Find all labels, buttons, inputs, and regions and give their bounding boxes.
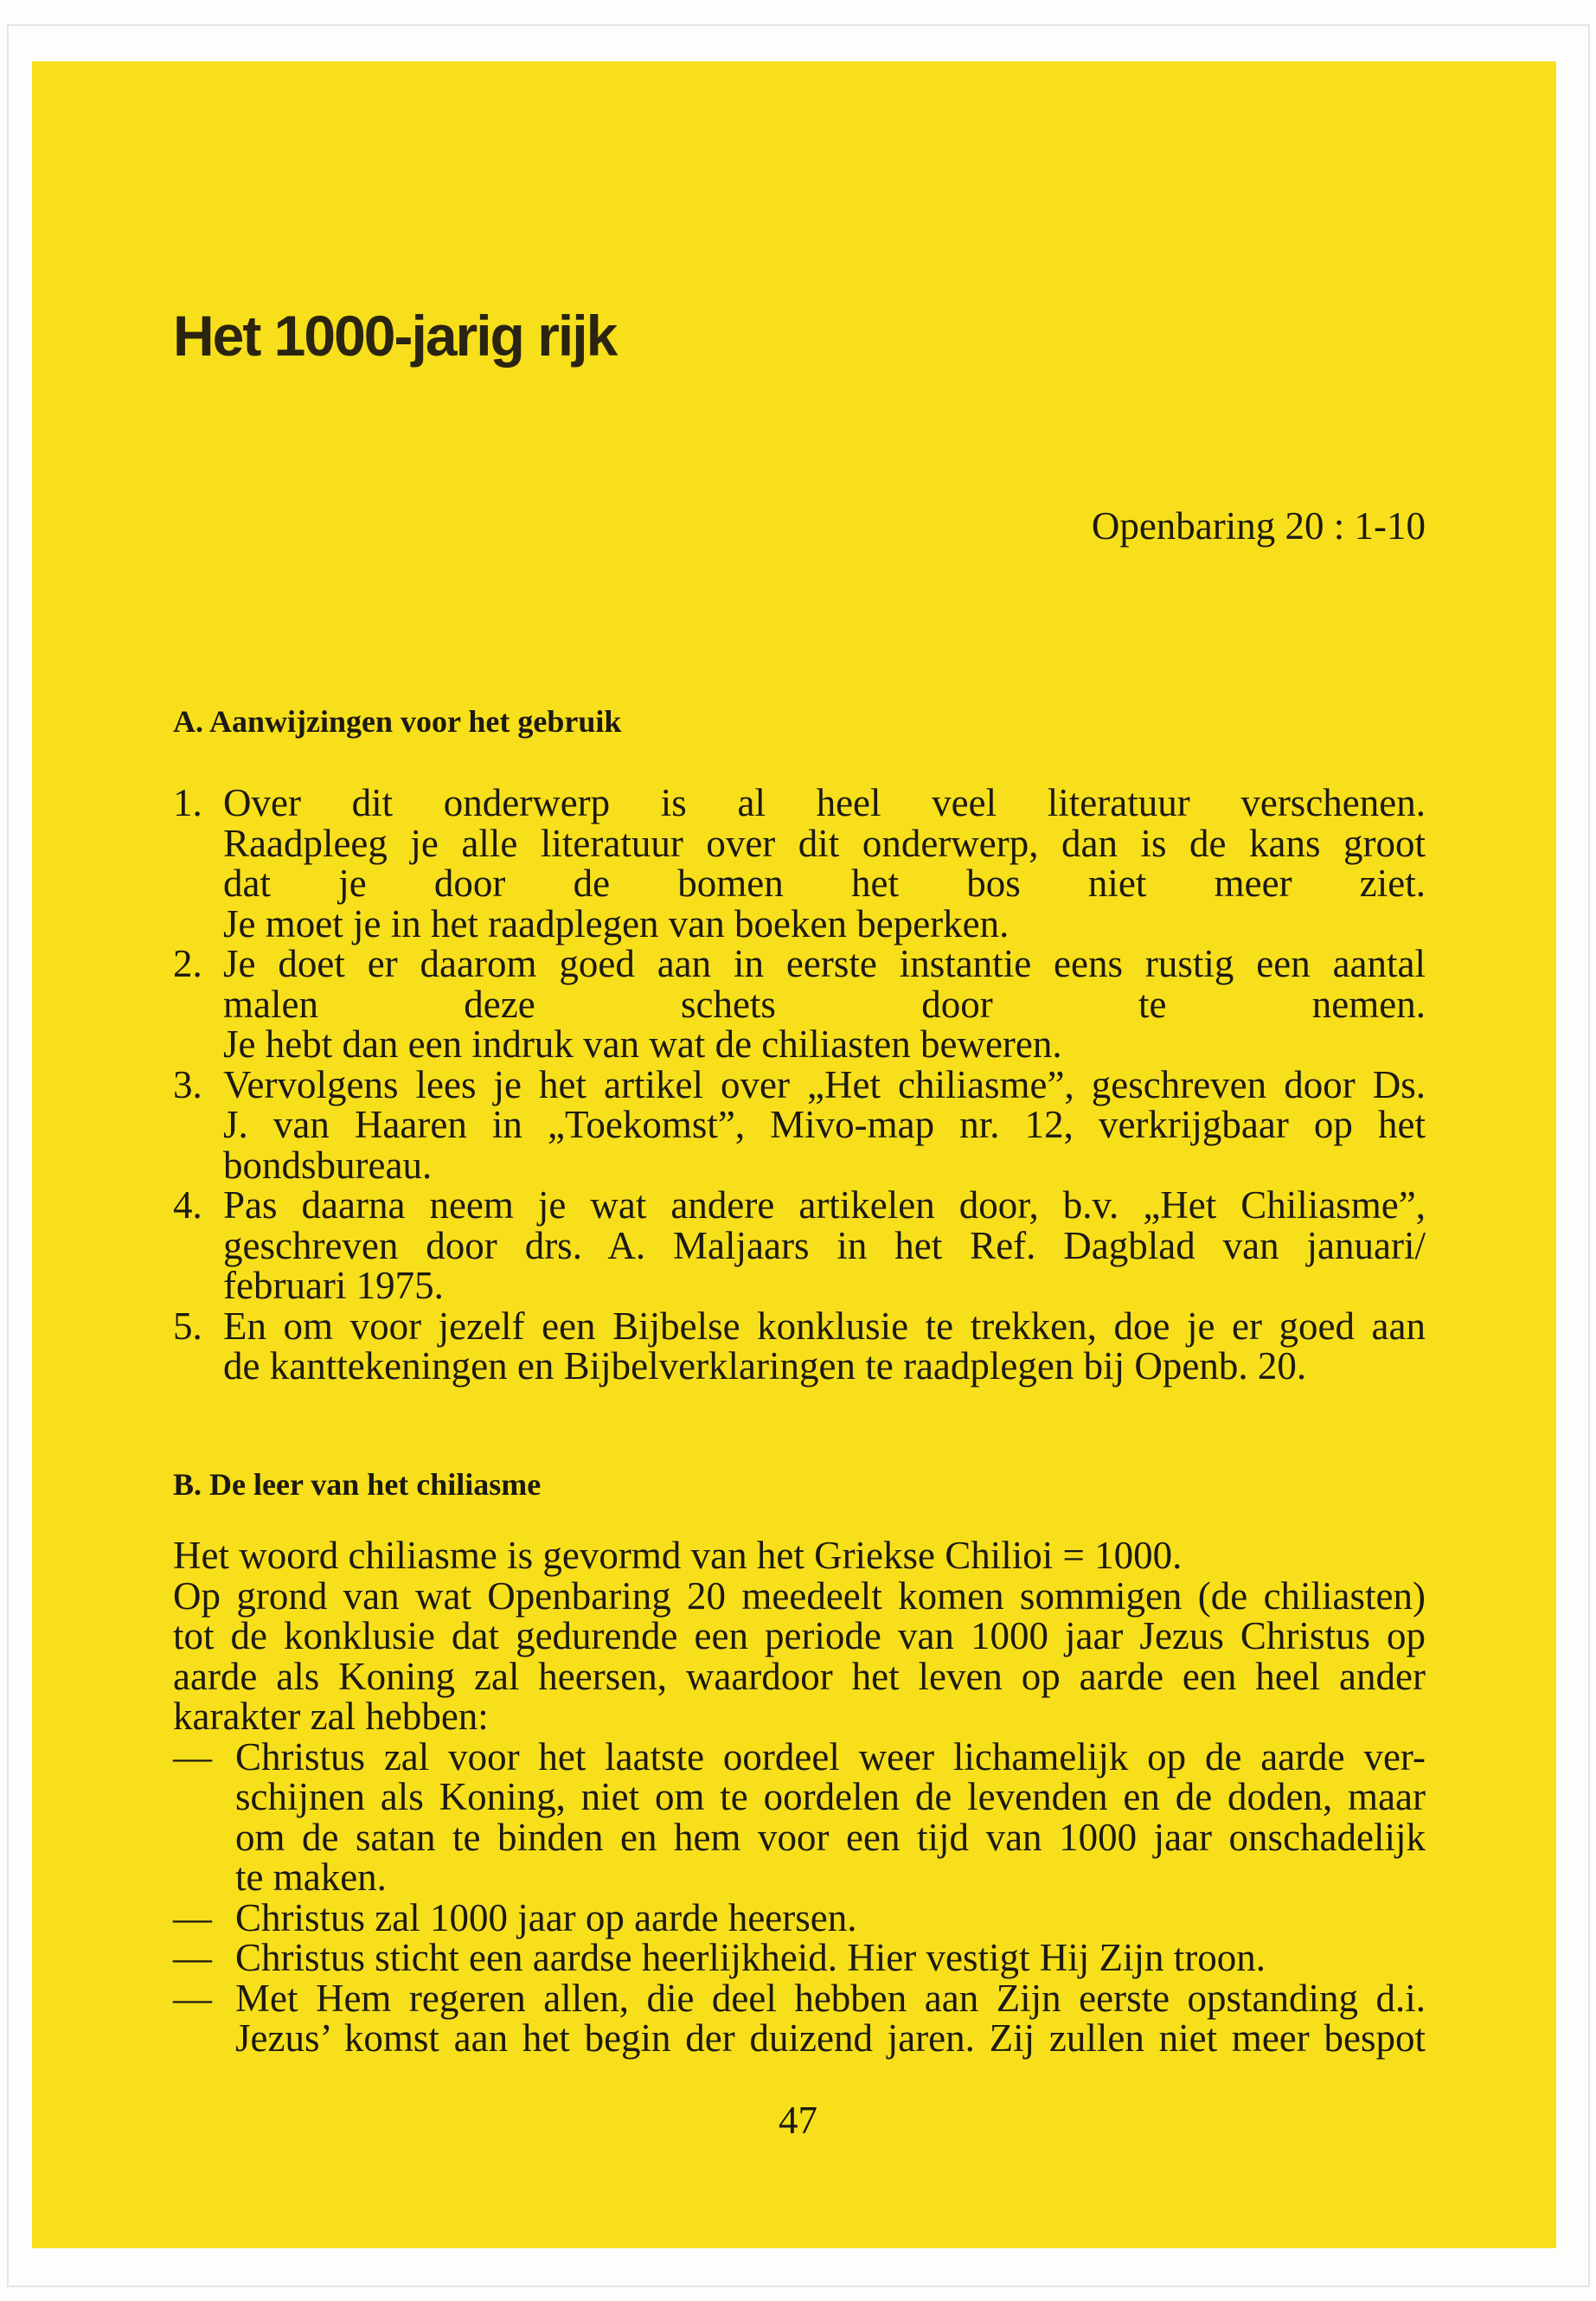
list-marker: 1. [173,781,202,824]
list-marker: 5. [173,1304,202,1348]
text-line: om de satan te binden en hem voor een tijd van 1000 jaar onschadelijk [235,1815,1426,1859]
list-item [173,1306,1426,1387]
list-item [173,783,1426,944]
page-number: 47 [779,2099,817,2142]
text-line: Christus sticht een aardse heerlijkheid. Hier vestigt Hij Zijn troon. [235,1936,1266,1979]
list-item [173,1062,1426,1187]
list-item [173,1895,1426,1939]
list-marker: — [173,1895,212,1939]
text-line: schijnen als Koning, niet om te oordelen de levenden en de doden, maar [235,1775,1426,1818]
text-line: Christus zal 1000 jaar op aarde heersen. [235,1895,857,1939]
text-line: Raadpleeg je alle literatuur over dit onderwerp, dan is de kans groot [223,821,1426,865]
text-line: aarde als Koning zal heersen, waardoor het leven op aarde een heel ander [173,1654,1426,1698]
text-line: Je moet je in het raadplegen van boeken beperken. [223,901,1010,945]
list-item [173,1734,1426,1899]
bible-reference: Openbaring 20 : 1-10 [1091,504,1426,548]
section-a-list [173,783,1426,1387]
section-a-heading: A. Aanwijzingen voor het gebruik [173,704,622,739]
text-line: malen deze schets door te nemen. [223,982,1426,1026]
text-line: Je hebt dan een indruk van wat de chiliasten beweren. [223,1022,1062,1066]
text-line: tot de konklusie dat gedurende een periode van 1000 jaar Jezus Christus op [173,1614,1426,1657]
page-title: Het 1000-jarig rijk [173,304,617,368]
list-marker: 2. [173,942,202,985]
text-line: februari 1975. [223,1264,444,1307]
list-item [173,944,1426,1065]
text-line: Het woord chiliasme is gevormd van het Griekse Chilioi = 1000. [173,1534,1183,1577]
text-line: dat je door de bomen het bos niet meer ziet. [223,862,1426,905]
text-line: Met Hem regeren allen, die deel hebben aan Zijn eerste opstanding d.i. [235,1976,1426,2020]
text-line: geschreven door drs. A. Maljaars in het Ref. Dagblad van januari/ [223,1223,1426,1267]
text-line: te maken. [235,1856,387,1899]
section-b-heading: B. De leer van het chiliasme [173,1467,542,1502]
text-line: Pas daarna neem je wat andere artikelen door, b.v. „Het Chiliasme”, [223,1183,1426,1227]
list-marker: 3. [173,1062,202,1106]
list-item [173,1938,1426,1978]
list-marker: — [173,1936,212,1979]
list-marker: 4. [173,1183,202,1227]
section-b-body [173,1535,1426,2059]
text-line: Jezus’ komst aan het begin der duizend jaren. Zij zullen niet meer bespot [235,2016,1426,2060]
text-line: Over dit onderwerp is al heel veel literatuur verschenen. [223,781,1426,824]
intro-paragraph [173,1535,1426,1737]
list-marker: — [173,1976,212,2020]
text-line: Christus zal voor het laatste oordeel weer lichamelijk op de aarde ver- [235,1734,1426,1779]
list-item [173,1978,1426,2059]
text-line: karakter zal hebben: [173,1695,489,1738]
text-line: de kanttekeningen en Bijbelverklaringen te raadplegen bij Openb. 20. [223,1344,1307,1388]
list-item [173,1185,1426,1306]
text-line: Je doet er daarom goed aan in eerste instantie eens rustig een aantal [223,942,1426,985]
text-line: Vervolgens lees je het artikel over „Het chiliasme”, geschreven door Ds. [223,1062,1426,1106]
text-line: J. van Haaren in „Toekomst”, Mivo-map nr. 12, verkrijgbaar op het [223,1103,1426,1146]
text-line: bondsbureau. [223,1143,433,1187]
text-line: En om voor jezelf een Bijbelse konklusie te trekken, doe je er goed aan [223,1304,1426,1348]
text-line: Op grond van wat Openbaring 20 meedeelt komen sommigen (de chiliasten) [173,1574,1426,1618]
list-marker: — [173,1734,212,1779]
